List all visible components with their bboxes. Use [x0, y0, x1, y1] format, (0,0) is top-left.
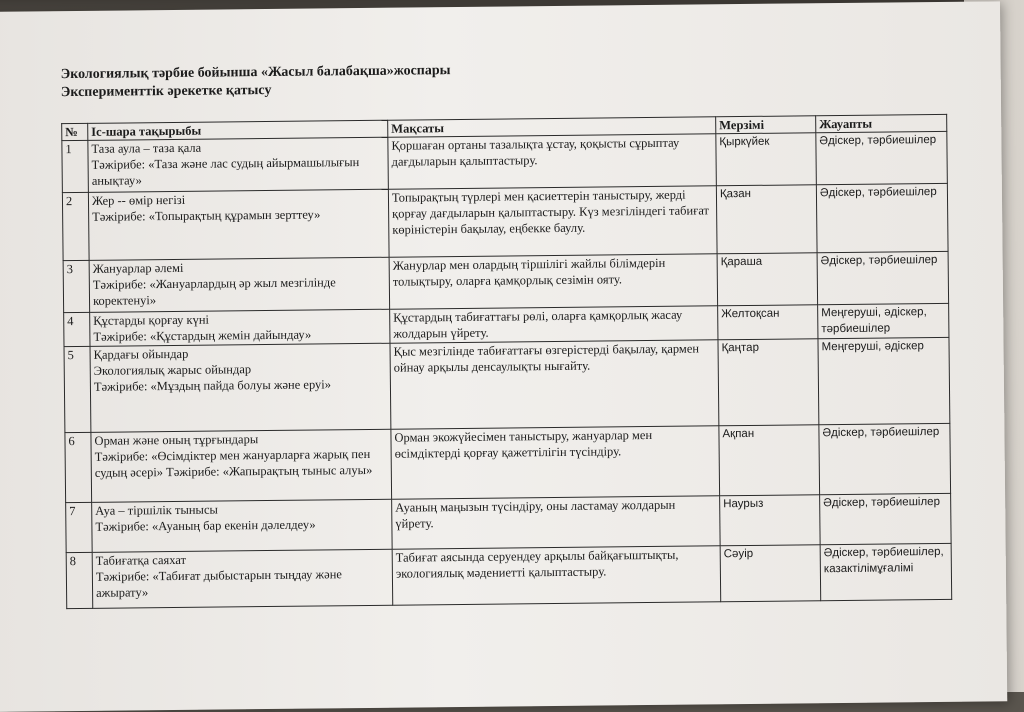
responsible-cell: Әдіскер, тәрбиешілер [817, 251, 949, 304]
header-event-topic: Іс-шара тақырыбы [88, 120, 388, 140]
event-topic: Табиғатқа саяхат [95, 552, 187, 568]
date-cell: Наурыз [720, 495, 821, 546]
goal-cell: Жанурлар мен олардың тіршілігі жайлы білімдерін толықтыру, оларға қамқорлық сезімін ояту. [389, 254, 718, 309]
date-cell: Ақпан [719, 425, 820, 496]
event-cell [90, 309, 390, 346]
header-date: Мерзімі [716, 116, 816, 134]
responsible-cell: Әдіскер, тәрбиешілер [820, 493, 952, 544]
event-experiment: Тәжірибе: «Құстардың жемін дайындау» [93, 327, 312, 344]
row-number: 4 [64, 312, 90, 346]
goal-cell: Топырақтың түрлері мен қасиеттерін таныстыру, жерді қорғау дағдыларын қалыптастыру. Күз мезгіліндегі табиғат көріністерін бақылау, еңбекке баулу. [388, 186, 717, 257]
event-experiment: Тәжірибе: «Ауаның бар екенін дәлелдеу» [95, 517, 316, 534]
document-title: Экологиялық тәрбие бойынша «Жасыл балабақша»жоспары [60, 63, 451, 83]
row-number: 5 [64, 346, 91, 432]
event-topic: Қардағы ойындар [93, 346, 189, 362]
date-cell: Желтоқсан [718, 305, 818, 340]
table-row [62, 131, 947, 192]
event-experiment: Тәжірибе: «Мұздың пайда болуы және еруі» [93, 377, 332, 394]
goal-cell: Ауаның маңызын түсіндіру, оны ластамау жолдарын үйрету. [392, 496, 721, 549]
event-cell [92, 499, 393, 552]
document-subtitle: Эксперименттік әрекетке қатысу [60, 82, 272, 101]
header-number: № [62, 123, 88, 140]
event-experiment: Тәжірибе: «Таза және лас судың айырмашылығын анықтау» [91, 155, 360, 188]
date-cell: Қараша [717, 253, 818, 306]
event-experiment: Тәжірибе: «Жануарлардың әр жыл мезгілінде коректенуі» [92, 275, 336, 308]
row-number: 7 [66, 502, 93, 552]
document-body [61, 57, 967, 609]
event-topic: Таза аула – таза қала [91, 140, 202, 156]
responsible-cell: Меңгеруші, әдіскер [818, 337, 950, 424]
date-cell: Сәуір [720, 545, 821, 602]
responsible-cell: Әдіскер, тәрбиешілер [816, 131, 948, 184]
row-number: 3 [63, 260, 90, 312]
responsible-cell: Әдіскер, тәрбиешілер, казактілімұғалімі [820, 543, 952, 600]
goal-cell: Орман экожүйесімен таныстыру, жануарлар мен өсімдіктерді қорғау қажеттілігін түсіндіру. [391, 426, 720, 499]
table-row [66, 493, 951, 552]
event-topic: Құстарды қорғау күні [93, 312, 210, 328]
goal-cell: Құстардың табиғаттағы рөлі, оларға қамқорлық жасау жолдарын үйрету. [390, 306, 718, 343]
event-cell [88, 189, 389, 260]
responsible-cell: Меңгеруші, әдіскер, тәрбиешілер [818, 303, 949, 338]
table-row [66, 543, 952, 608]
header-responsible: Жауапты [816, 114, 947, 132]
row-number: 2 [62, 192, 89, 260]
row-number: 8 [66, 552, 93, 608]
event-cell [88, 137, 389, 192]
event-topic: Орман және оның тұрғындары [94, 432, 259, 448]
table-row [65, 423, 951, 502]
event-experiment: Тәжірибе: «Табиғат дыбыстарын тыңдау және ажырату» [95, 567, 342, 600]
date-cell: Қыркүйек [716, 133, 817, 186]
table-row [64, 337, 950, 432]
date-cell: Қазан [716, 185, 817, 254]
plan-table [61, 114, 952, 609]
row-number: 6 [65, 432, 92, 502]
table-body [62, 131, 952, 608]
event-experiment: Тәжірибе: «Топырақтың құрамын зерттеу» [92, 207, 321, 224]
goal-cell: Қоршаған ортаны тазалықта ұстау, қоқысты сұрыптау дағдыларын қалыптастыру. [388, 134, 717, 189]
event-topic: Жануарлар әлемі [92, 260, 184, 276]
responsible-cell: Әдіскер, тәрбиешілер [816, 183, 948, 252]
paper-sheet [0, 1, 1007, 712]
responsible-cell: Әдіскер, тәрбиешілер [819, 423, 951, 494]
event-cell [90, 343, 391, 432]
event-subtopic: Экологиялық жарыс ойындар [93, 362, 252, 378]
table-row [63, 251, 948, 312]
header-goal: Мақсаты [388, 117, 716, 137]
row-number: 1 [62, 140, 89, 192]
date-cell: Қаңтар [718, 339, 819, 426]
goal-cell: Табиғат аясында серуендеу арқылы байқағыштықты, экологиялық мәдениетті қалыптастыру. [392, 546, 721, 605]
table-row [62, 183, 948, 260]
event-cell [92, 549, 393, 608]
event-topic: Ауа – тіршілік тынысы [95, 502, 218, 518]
event-experiment: Тәжірибе: «Өсімдіктер мен жануарларға жарық пен судың әсері» Тәжірибе: «Жапырақтың тыныс алуы» [94, 446, 373, 480]
event-cell [89, 257, 390, 312]
event-cell [91, 429, 392, 502]
goal-cell: Қыс мезгілінде табиғаттағы өзгерістерді бақылау, қармен ойнау арқылы денсаулықты нығайту. [390, 340, 719, 429]
event-topic: Жер -- өмір негізі [91, 192, 186, 208]
